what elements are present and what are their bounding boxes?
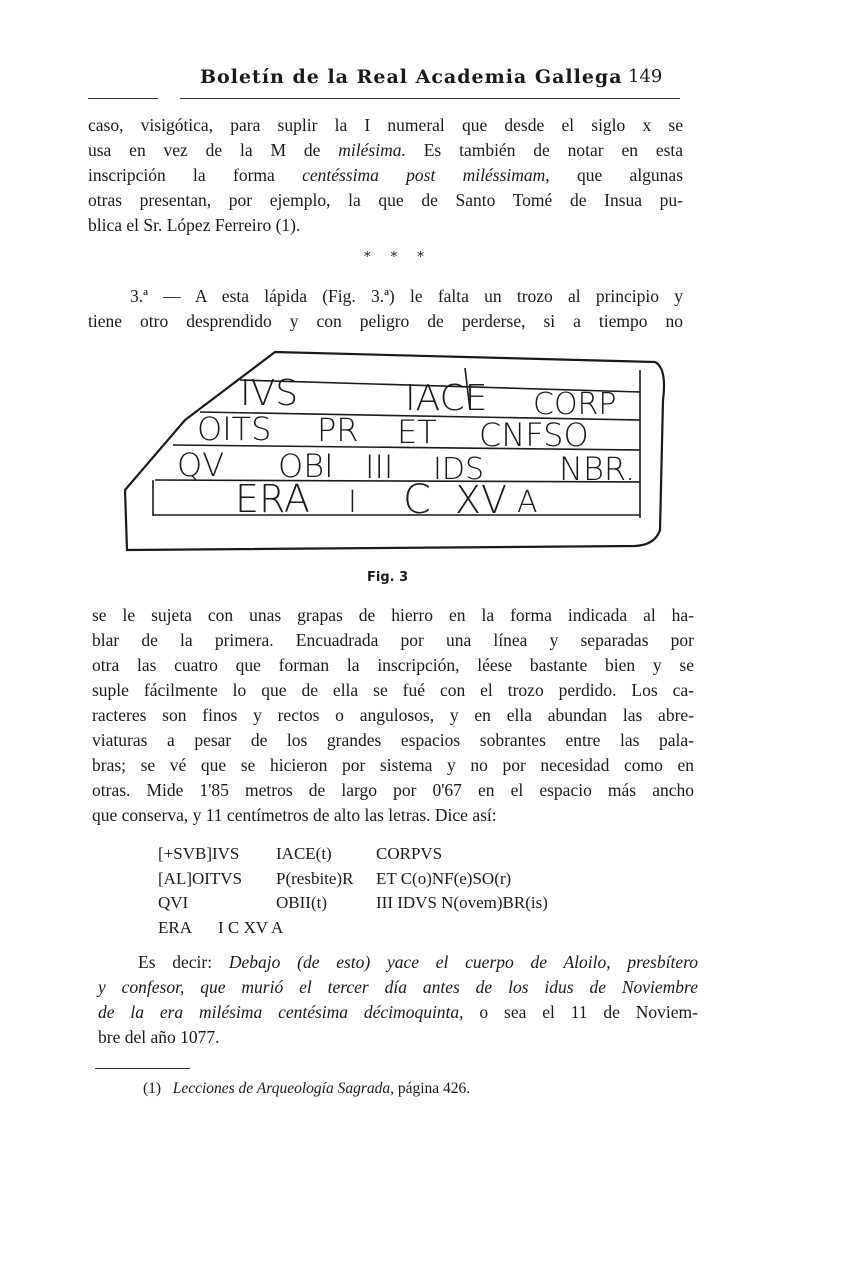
insc-row3-word: IDS (433, 452, 484, 487)
insc-row4-word: XV (455, 478, 508, 522)
figure-caption: Fig. 3 (367, 570, 409, 585)
insc-row2-word: OITS (197, 410, 272, 448)
insc-row3-word: NBR. (559, 450, 636, 488)
inscription-transcription (158, 842, 548, 940)
text-line: blar de la primera. Encuadrada por una línea y separadas por (92, 630, 694, 650)
text-line: usa en vez de la M de milésima. Es también de notar en esta (88, 140, 684, 160)
text-line: de la era milésima centésima décimoquinta, o sea el 11 de Noviem- (98, 1002, 698, 1022)
transcription-row: ERA I C XV A (158, 917, 284, 937)
insc-row1-word: IVS (240, 373, 299, 414)
running-title: Boletín de la Real Academia Gallega (200, 66, 623, 88)
insc-row4-word: ERA (235, 477, 310, 521)
text-line: que conserva, y 11 centímetros de alto las letras. Dice así: (92, 805, 497, 825)
text-line: bras; se vé que se hicieron por sistema y no por necesidad como en (92, 755, 694, 775)
text-line: se le sujeta con unas grapas de hierro en la forma indicada al ha- (92, 605, 694, 625)
paragraph-2 (88, 284, 683, 334)
insc-row1-word: IACE (405, 378, 488, 419)
text-line: 3.ª — A esta lápida (Fig. 3.ª) le falta un trozo al principio y (130, 286, 683, 306)
text-line: suple fácilmente lo que de ella se fué con el trozo perdido. Los ca- (92, 680, 694, 700)
footnote: (1) Lecciones de Arqueología Sagrada, página 426. (143, 1080, 471, 1097)
paragraph-4 (98, 950, 698, 1050)
page-number: 149 (628, 66, 663, 87)
insc-row2-word: PR (317, 411, 359, 449)
text-line: otra las cuatro que forman la inscripción, léese bastante bien y se (92, 655, 694, 675)
text-line: tiene otro desprendido y con peligro de perderse, si a tiempo no (88, 311, 683, 331)
footnote-rule (95, 1068, 190, 1069)
insc-row3-word: OBI (278, 447, 334, 485)
header-rule-left (88, 98, 158, 99)
paragraph-3 (92, 603, 694, 828)
insc-row4-word: A (517, 485, 538, 520)
text-line: otras presentan, por ejemplo, la que de Santo Tomé de Insua pu- (88, 190, 683, 210)
insc-row1-word: CORP (533, 387, 617, 422)
transcription-row: QVI OBII(t) III IDVS N(ovem)BR(is) (158, 893, 548, 912)
text-line: racteres son finos y rectos o angulosos, y en ella abundan las abre- (92, 705, 694, 725)
header-rule-right (180, 98, 680, 99)
paragraph-1 (88, 113, 683, 238)
transcription-row: [AL]OITVS P(resbite)R ET C(o)NF(e)SO(r) (158, 868, 512, 888)
text-line: caso, visigótica, para suplir la I numeral que desde el siglo x se (88, 115, 683, 135)
insc-row2-word: ET (397, 413, 437, 451)
insc-row2-word: CNFSO (479, 416, 589, 454)
text-line: otras. Mide 1'85 metros de largo por 0'67 en el espacio más ancho (92, 780, 694, 800)
text-line: inscripción la forma centéssima post miléssimam, que algunas (88, 165, 684, 185)
section-separator: * * * (364, 250, 432, 265)
insc-row3-word: III (365, 448, 394, 486)
insc-row3-word: QV (177, 446, 225, 484)
text-line: viaturas a pesar de los grandes espacios sobrantes entre las pala- (92, 730, 694, 750)
text-line: bre del año 1077. (98, 1027, 220, 1047)
insc-row4-word: C (403, 477, 431, 523)
inscription-figure (115, 340, 670, 555)
insc-row4-word: I (348, 485, 357, 520)
text-line: blica el Sr. López Ferreiro (1). (88, 215, 301, 235)
text-line: Es decir: Debajo (de esto) yace el cuerpo de Aloilo, presbítero (138, 952, 698, 972)
text-line: y confesor, que murió el tercer día antes de los idus de Noviembre (98, 977, 698, 997)
transcription-row: [+SVB]IVS IACE(t) CORPVS (158, 844, 443, 863)
